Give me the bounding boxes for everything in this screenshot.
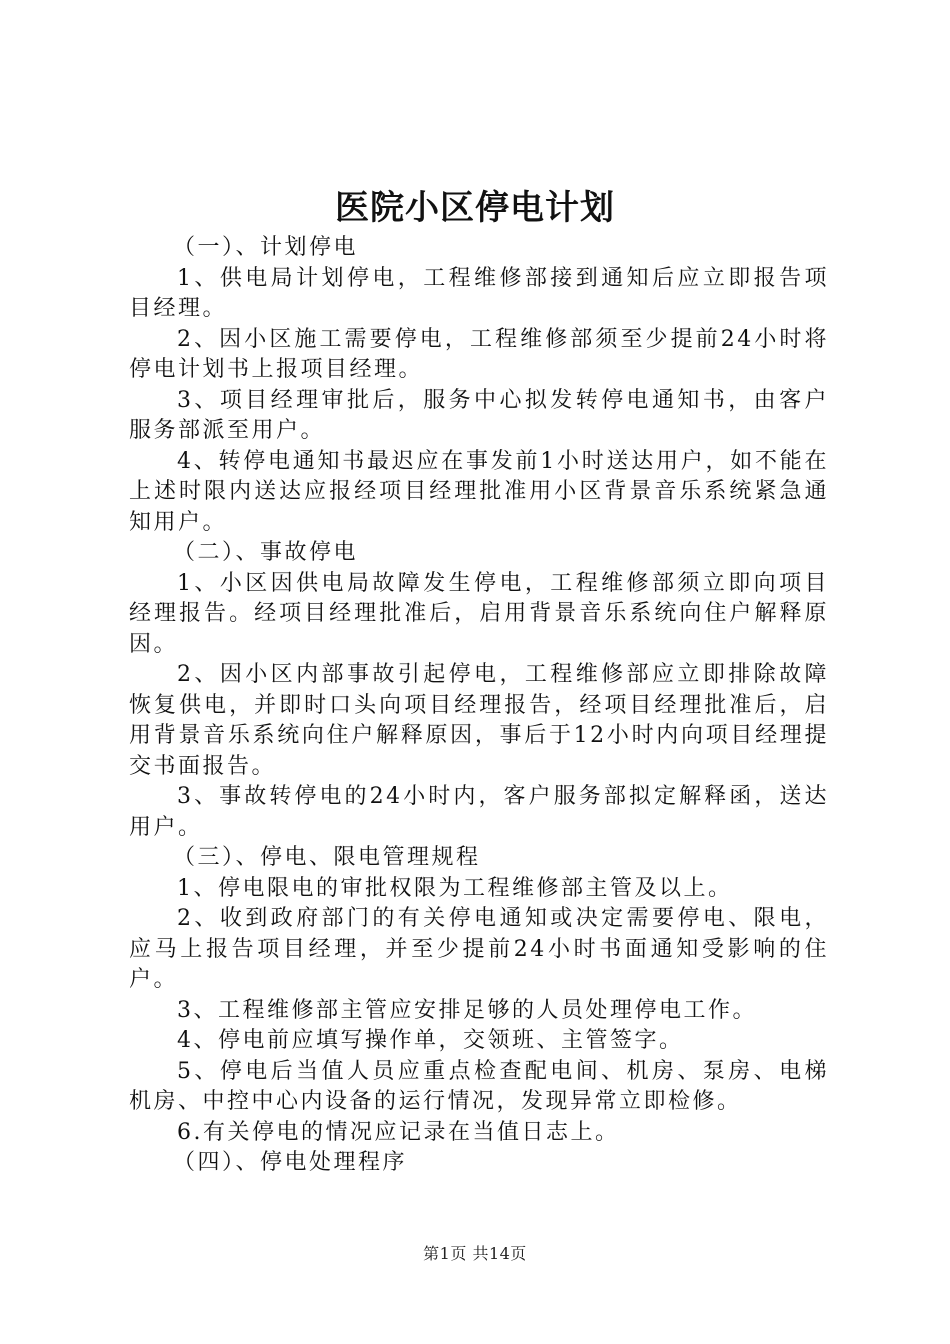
paragraph: 2、因小区施工需要停电，工程维修部须至少提前24小时将停电计划书上报项目经理。 (129, 326, 829, 382)
page-footer: 第1页 共14页 (423, 1244, 527, 1263)
document-title: 医院小区停电计划 (335, 188, 615, 228)
section-heading: （三）、停电、限电管理规程 (173, 845, 481, 870)
paragraph: 2、收到政府部门的有关停电通知或决定需要停电、限电，应马上报告项目经理，并至少提前24小时书面通知受影响的住户。 (129, 906, 829, 992)
paragraph: 4、停电前应填写操作单，交领班、主管签字。 (177, 1028, 684, 1053)
section-heading: （二）、事故停电 (173, 540, 359, 565)
paragraph: 6.有关停电的情况应记录在当值日志上。 (177, 1119, 620, 1145)
section-heading: （一）、计划停电 (173, 235, 359, 260)
paragraph: 1、小区因供电局故障发生停电，工程维修部须立即向项目经理报告。经项目经理批准后，启用背景音乐系统向住户解释原因。 (129, 570, 829, 657)
paragraph: 1、供电局计划停电，工程维修部接到通知后应立即报告项目经理。 (129, 265, 829, 321)
paragraph: 3、工程维修部主管应安排足够的人员处理停电工作。 (177, 997, 757, 1023)
paragraph: 2、因小区内部事故引起停电，工程维修部应立即排除故障恢复供电，并即时口头向项目经理报告，经项目经理批准后，启用背景音乐系统向住户解释原因，事后于12小时内向项目经理提交书面报告。 (129, 662, 829, 779)
paragraph: 3、事故转停电的24小时内，客户服务部拟定解释函，送达用户。 (129, 784, 829, 840)
paragraph: 4、转停电通知书最迟应在事发前1小时送达用户，如不能在上述时限内送达应报经项目经理批准用小区背景音乐系统紧急通知用户。 (129, 448, 829, 535)
paragraph: 5、停电后当值人员应重点检查配电间、机房、泵房、电梯机房、中控中心内设备的运行情况，发现异常立即检修。 (129, 1058, 829, 1114)
document-body (129, 233, 829, 1179)
paragraph: 3、项目经理审批后，服务中心拟发转停电通知书，由客户服务部派至用户。 (129, 387, 829, 443)
paragraph: 1、停电限电的审批权限为工程维修部主管及以上。 (177, 875, 733, 901)
section-heading: （四）、停电处理程序 (173, 1150, 408, 1175)
